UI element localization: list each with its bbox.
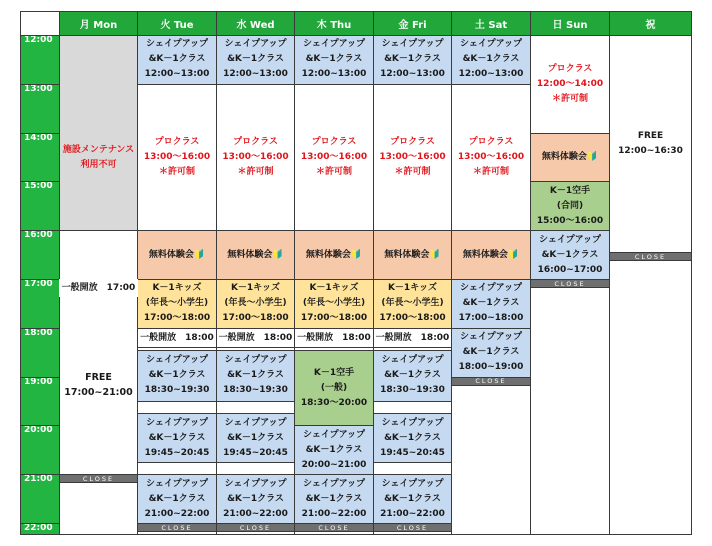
- schedule-block-text: プロクラス 13:00～16:00 ＊許可制: [143, 136, 211, 177]
- close-label: CLOSE: [239, 523, 272, 532]
- day-header-label: 水 Wed: [236, 20, 275, 31]
- schedule-block-text: K－1空手 (合同) 15:00～16:00: [536, 185, 604, 226]
- schedule-block-text: プロクラス 12:00～14:00 ＊許可制: [536, 63, 604, 104]
- header-corner: [20, 11, 60, 36]
- schedule-block-text: 一般開放 17:00: [61, 282, 136, 293]
- schedule-block: [530, 181, 610, 231]
- schedule-block: [137, 413, 217, 463]
- schedule-block-text: シェイプアップ &K－1クラス 18:30~19:30: [223, 355, 288, 396]
- time-label: 15:00: [24, 181, 53, 192]
- schedule-block: [137, 474, 217, 524]
- schedule-block-text: シェイプアップ &K－1クラス 20:00~21:00: [301, 429, 367, 470]
- schedule-block: [294, 425, 374, 475]
- schedule-block-text: シェイプアップ &K－1クラス 19:45~20:45: [223, 417, 288, 458]
- schedule-block: [373, 350, 452, 402]
- time-label: 13:00: [24, 83, 53, 94]
- schedule-block-text: シェイプアップ &K－1クラス 21:00~22:00: [144, 478, 210, 519]
- close-label: CLOSE: [318, 523, 350, 532]
- time-slot: [20, 279, 60, 329]
- schedule-block-text: 一般開放 18:00: [218, 332, 293, 343]
- day-header-label: 月 Mon: [79, 20, 118, 31]
- schedule-block: [530, 133, 610, 183]
- schedule-block-text: 無料体験会🔰: [462, 249, 520, 260]
- close-marker: [530, 279, 610, 288]
- close-label: CLOSE: [396, 523, 429, 532]
- time-label: 14:00: [24, 132, 53, 143]
- schedule-block: [609, 35, 692, 253]
- day-header-label: 火 Tue: [160, 20, 194, 31]
- day-header: [451, 11, 531, 36]
- schedule-block-text: プロクラス 13:00～16:00 ＊許可制: [457, 136, 525, 177]
- schedule-block-text: 無料体験会🔰: [227, 249, 284, 260]
- time-slot: [20, 133, 60, 183]
- day-header-label: 木 Thu: [316, 20, 352, 31]
- schedule-block: [294, 350, 374, 427]
- schedule-block-text: K－1キッズ (年長～小学生) 17:00～18:00: [222, 283, 289, 324]
- time-slot: [20, 84, 60, 134]
- schedule-block-text: シェイプアップ &K－1クラス 18:30~19:30: [380, 355, 445, 396]
- time-label: 21:00: [24, 474, 53, 485]
- schedule-block-text: 施設メンテナンス 利用不可: [62, 144, 135, 170]
- schedule-block: [294, 328, 374, 349]
- close-label: CLOSE: [161, 523, 193, 532]
- close-marker: [609, 252, 692, 261]
- day-header-label: 金 Fri: [398, 20, 427, 31]
- schedule-block: [59, 279, 138, 475]
- schedule-block: [373, 84, 452, 231]
- time-label: 19:00: [24, 376, 53, 387]
- day-header: [373, 11, 452, 36]
- day-header-label: 祝: [645, 20, 656, 31]
- day-header: [609, 11, 692, 36]
- close-label: CLOSE: [554, 279, 586, 288]
- schedule-block: [530, 230, 610, 280]
- schedule-block-text: 無料体験会🔰: [541, 151, 599, 162]
- schedule-block: [451, 279, 531, 329]
- schedule-block: [137, 328, 217, 349]
- close-marker: [373, 523, 452, 532]
- schedule-block-text: 一般開放 18:00: [140, 332, 214, 343]
- schedule-block: [373, 413, 452, 463]
- close-marker: [294, 523, 374, 532]
- schedule-block: [216, 84, 295, 231]
- schedule-block-text: シェイプアップ &K－1クラス 18:30~19:30: [144, 355, 210, 396]
- close-marker: [59, 474, 138, 483]
- schedule-block-text: 一般開放 18:00: [297, 332, 371, 343]
- schedule-block: [216, 413, 295, 463]
- schedule-block: [216, 230, 295, 280]
- schedule-block: [137, 35, 217, 85]
- time-label: 16:00: [24, 230, 53, 241]
- time-label: 17:00: [24, 279, 53, 289]
- schedule-block-text: FREE 17:00~21:00: [64, 372, 133, 399]
- schedule-block: [59, 35, 138, 280]
- schedule-block-text: シェイプアップ &K－1クラス 21:00~22:00: [301, 478, 367, 519]
- schedule-block-text: シェイプアップ &K－1クラス 19:45~20:45: [144, 417, 210, 458]
- close-marker: [216, 523, 295, 532]
- schedule-block: [294, 474, 374, 524]
- schedule-block: [373, 474, 452, 524]
- time-label: 20:00: [24, 425, 53, 436]
- schedule-block: [216, 35, 295, 85]
- schedule-block: [373, 279, 452, 329]
- day-header: [59, 11, 138, 36]
- schedule-block-text: プロクラス 13:00～16:00 ＊許可制: [379, 136, 446, 177]
- schedule-block-text: K－1キッズ (年長～小学生) 17:00～18:00: [300, 283, 368, 324]
- time-slot: [20, 35, 60, 85]
- day-header: [216, 11, 295, 36]
- day-header: [294, 11, 374, 36]
- time-slot: [20, 181, 60, 231]
- schedule-block: [451, 84, 531, 231]
- close-label: CLOSE: [634, 252, 667, 261]
- schedule-block-text: プロクラス 13:00～16:00 ＊許可制: [222, 136, 289, 177]
- close-label: CLOSE: [82, 474, 115, 483]
- time-label: 18:00: [24, 327, 53, 338]
- day-header-label: 土 Sat: [474, 20, 508, 31]
- schedule-block: [294, 279, 374, 329]
- schedule-block-text: シェイプアップ &K－1クラス 12:00~13:00: [144, 39, 210, 80]
- schedule-block: [216, 279, 295, 329]
- time-slot: [20, 377, 60, 427]
- time-label: 12:00: [24, 35, 53, 45]
- schedule-block-text: K－1キッズ (年長～小学生) 17:00～18:00: [143, 283, 211, 324]
- time-slot: [20, 474, 60, 524]
- schedule-block: [137, 230, 217, 280]
- close-marker: [451, 377, 531, 386]
- time-label: 22:00: [24, 523, 53, 533]
- schedule-block: [451, 328, 531, 378]
- schedule-block-text: シェイプアップ &K－1クラス 12:00~13:00: [301, 39, 367, 80]
- schedule-block-text: シェイプアップ &K－1クラス 19:45~20:45: [380, 417, 445, 458]
- time-slot: [20, 425, 60, 475]
- time-slot: [20, 230, 60, 280]
- schedule-block: [373, 35, 452, 85]
- schedule-block-text: 無料体験会🔰: [305, 249, 363, 260]
- day-header-label: 日 Sun: [552, 20, 588, 31]
- schedule-block-text: シェイプアップ &K－1クラス 17:00~18:00: [458, 283, 524, 324]
- time-slot: [20, 523, 60, 535]
- schedule-block: [137, 84, 217, 231]
- schedule-block: [294, 230, 374, 280]
- schedule-block-text: シェイプアップ &K－1クラス 16:00~17:00: [537, 234, 603, 275]
- schedule-block-text: 無料体験会🔰: [384, 249, 441, 260]
- schedule-block: [373, 230, 452, 280]
- schedule-block: [216, 328, 295, 349]
- schedule-block-text: K－1キッズ (年長～小学生) 17:00～18:00: [379, 283, 446, 324]
- schedule-block: [373, 328, 452, 349]
- schedule-block-text: K－1空手 (一般) 18:30～20:00: [300, 367, 368, 408]
- schedule-block-text: プロクラス 13:00～16:00 ＊許可制: [300, 136, 368, 177]
- schedule-block-text: シェイプアップ &K－1クラス 12:00~13:00: [223, 39, 288, 80]
- schedule-block: [294, 84, 374, 231]
- schedule-block-text: 一般開放 18:00: [375, 332, 450, 343]
- time-slot: [20, 328, 60, 378]
- schedule-block: [294, 35, 374, 85]
- schedule-block: [451, 35, 531, 85]
- schedule-block: [451, 230, 531, 280]
- schedule-block-text: シェイプアップ &K－1クラス 18:00~19:00: [458, 332, 524, 373]
- close-marker: [137, 523, 217, 532]
- close-label: CLOSE: [475, 377, 507, 386]
- schedule-block: [137, 279, 217, 329]
- schedule-block: [216, 350, 295, 402]
- schedule-block-text: シェイプアップ &K－1クラス 12:00~13:00: [458, 39, 524, 80]
- schedule-block-text: 無料体験会🔰: [148, 249, 206, 260]
- day-header: [530, 11, 610, 36]
- schedule-block: [137, 350, 217, 402]
- schedule-block-text: シェイプアップ &K－1クラス 12:00~13:00: [380, 39, 445, 80]
- schedule-block-text: シェイプアップ &K－1クラス 21:00~22:00: [380, 478, 445, 519]
- day-header: [137, 11, 217, 36]
- schedule-block: [530, 35, 610, 134]
- schedule-block: [216, 474, 295, 524]
- schedule-block-text: シェイプアップ &K－1クラス 21:00~22:00: [223, 478, 288, 519]
- schedule-block-text: FREE 12:00~16:30: [618, 131, 683, 157]
